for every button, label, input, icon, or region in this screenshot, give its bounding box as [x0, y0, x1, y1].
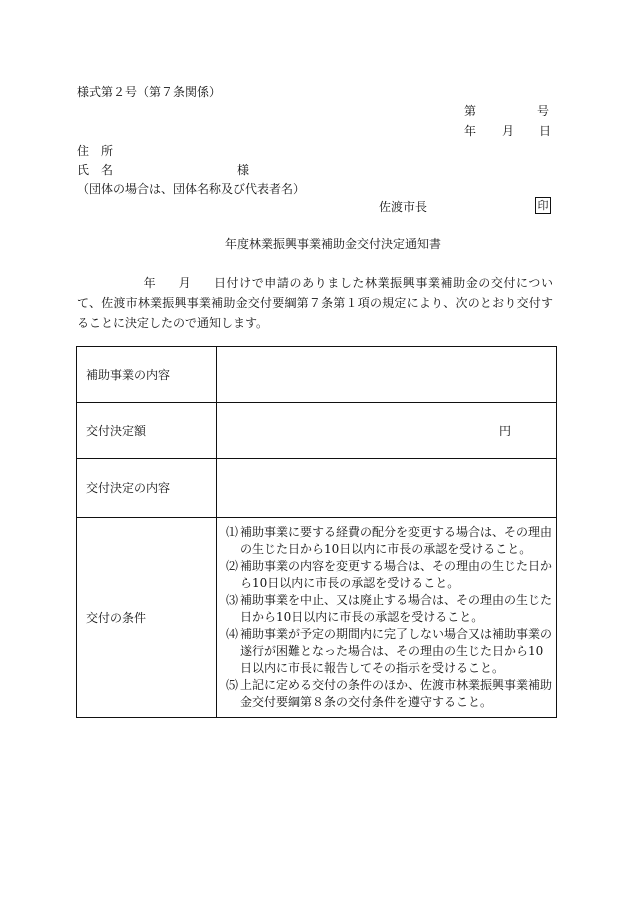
date-month: 月 — [502, 124, 515, 138]
table-row — [77, 347, 557, 403]
table-row — [77, 518, 557, 718]
condition-item — [226, 558, 552, 592]
mayor-title: 佐渡市長 — [379, 200, 428, 214]
condition-text: 上記に定める交付の条件のほか、佐渡市林業振興事業補助金交付要綱第８条の交付条件を遵守すること。 — [240, 678, 553, 709]
form-number: 様式第２号（第７条関係） — [77, 85, 222, 99]
condition-item — [226, 592, 552, 626]
row-label: 補助事業の内容 — [77, 347, 217, 403]
honorific: 様 — [237, 163, 250, 177]
condition-text: 補助事業に要する経費の配分を変更する場合は、その理由の生じた日から10日以内に市長の承認を受けること。 — [240, 525, 553, 556]
condition-number: ⑴ — [226, 525, 239, 539]
amount-value: 円 — [217, 403, 557, 459]
row-value — [217, 347, 557, 403]
notice-paragraph — [77, 273, 553, 333]
notice-year: 年 — [143, 276, 157, 290]
doc-number-prefix: 第 — [464, 104, 477, 118]
condition-text: 補助事業が予定の期間内に完了しない場合又は補助事業の遂行が困難となった場合は、その理由の生じた日から10日以内に市長に報告してその指示を受けること。 — [240, 627, 553, 675]
name-label: 氏 名 — [77, 163, 114, 177]
row-value — [217, 459, 557, 518]
date-day: 日 — [539, 124, 552, 138]
doc-number-suffix: 号 — [537, 104, 550, 118]
condition-item — [226, 677, 552, 711]
condition-item — [226, 626, 552, 677]
group-note: （団体の場合は、団体名称及び代表者名） — [77, 182, 306, 196]
decision-table — [76, 346, 557, 718]
condition-number: ⑶ — [226, 593, 239, 607]
conditions-label: 交付の条件 — [77, 518, 217, 718]
row-label: 交付決定の内容 — [77, 459, 217, 518]
condition-text: 補助事業を中止、又は廃止する場合は、その理由の生じた日から10日以内に市長の承認を受けること。 — [240, 593, 553, 624]
row-label: 交付決定額 — [77, 403, 217, 459]
notice-text: 日付けで申請のありました林業振興事業補助金の交付について、佐渡市林業振興事業補助金交付要綱第７条第１項の規定により、次のとおり交付することに決定したので通知します。 — [77, 276, 553, 330]
condition-number: ⑷ — [226, 627, 239, 641]
condition-item — [226, 524, 552, 558]
conditions-cell — [217, 518, 557, 718]
document-title: 年度林業振興事業補助金交付決定通知書 — [225, 237, 442, 251]
notice-month: 月 — [178, 276, 192, 290]
table-row — [77, 459, 557, 518]
condition-number: ⑸ — [226, 678, 239, 692]
condition-text: 補助事業の内容を変更する場合は、その理由の生じた日から10日以内に市長の承認を受けること。 — [240, 559, 553, 590]
address-label: 住 所 — [77, 144, 114, 158]
table-row — [77, 403, 557, 459]
seal-mark: 印 — [535, 197, 551, 214]
condition-number: ⑵ — [226, 559, 239, 573]
date-year: 年 — [464, 124, 477, 138]
